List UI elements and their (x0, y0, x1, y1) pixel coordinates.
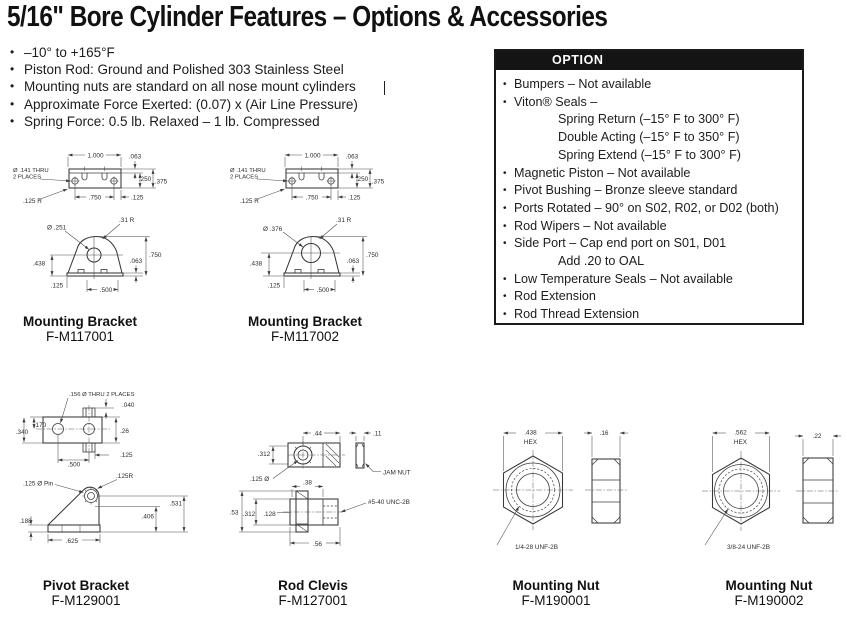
feature-item: • Approximate Force Exerted: (0.07) x (Air Line Pressure) (8, 96, 486, 113)
part-name: Mounting Bracket (22, 314, 137, 329)
dim-label: .406 (141, 513, 154, 521)
dim-label: .340 (15, 429, 29, 436)
caption-bracket-2 (225, 314, 385, 345)
option-item: • Low Temperature Seals – Not available (502, 271, 798, 289)
option-item: • Rod Extension (502, 288, 798, 306)
option-subitem: Add .20 to OAL (558, 254, 645, 269)
part-name: Mounting Bracket (247, 314, 362, 329)
dim-label: 2 PLACES (230, 174, 259, 181)
dim-label: .125 (50, 282, 64, 290)
dim-label: .250 (138, 176, 152, 183)
part-number: F-M129001 (51, 593, 121, 608)
option-item: • Side Port – Cap end port on S01, D01 (502, 235, 798, 253)
dim-label: .31 R (336, 217, 352, 224)
part-number: F-M127001 (278, 593, 348, 608)
part-name: Mounting Nut (512, 578, 600, 593)
option-item: • Viton® Seals – (502, 94, 798, 112)
dim-label: .53 (229, 509, 239, 517)
dim-label: .625 (65, 538, 79, 545)
dim-label: Ø .376 (263, 226, 283, 233)
dim-label: .170 (33, 422, 47, 429)
dim-label: .063 (345, 153, 359, 161)
dim-label: .125 Ø (250, 476, 270, 483)
part-name: Mounting Nut (725, 578, 813, 593)
dim-label: .750 (305, 194, 319, 202)
dim-label: .156 Ø THRU 2 PLACES (69, 392, 135, 398)
dim-label: 1.000 (304, 152, 321, 160)
feature-item: • Piston Rod: Ground and Polished 303 Stainless Steel (8, 61, 486, 78)
mounting-nut-2-drawing (690, 425, 845, 560)
mounting-bracket-2-drawing (227, 145, 387, 297)
dim-label: .438 (249, 260, 263, 268)
caption-bracket-1 (0, 314, 160, 345)
dim-label: .22 (812, 433, 822, 440)
dim-label: 1.000 (87, 152, 104, 160)
option-box-header: OPTION (496, 51, 802, 70)
dim-label: .125 R (240, 198, 259, 205)
dim-label: .375 (371, 178, 385, 186)
dim-label: .188 (19, 518, 32, 525)
option-subitem: Spring Extend (–15° F to 300° F) (558, 147, 741, 162)
dim-label: Ø .251 (47, 224, 67, 232)
part-name: Pivot Bracket (42, 578, 130, 593)
dim-label: .438 (524, 429, 537, 437)
dim-label: .562 (734, 429, 747, 437)
caption-mounting-nut-2 (684, 578, 847, 609)
dim-label: .438 (32, 260, 46, 268)
feature-item: • –10° to +165°F (8, 44, 486, 61)
dim-label: .312 (242, 511, 256, 518)
option-item: • Pivot Bushing – Bronze sleeve standard (502, 182, 798, 200)
dim-label: .531 (169, 500, 182, 508)
dim-label: JAM NUT (383, 469, 411, 477)
caption-rod-clevis (228, 578, 398, 609)
dim-label: .125 R (23, 198, 42, 205)
dim-label: .56 (313, 541, 322, 548)
option-item: • Magnetic Piston – Not available (502, 165, 798, 183)
page-title: 5/16" Bore Cylinder Features – Options & Accessories (7, 1, 608, 33)
dim-label: HEX (523, 439, 538, 446)
mounting-nut-1-drawing (485, 425, 660, 560)
dim-label: .312 (257, 451, 271, 458)
dim-label: .125 (267, 282, 281, 290)
part-number: F-M190002 (734, 593, 804, 608)
option-box (494, 49, 804, 325)
dim-label: .750 (366, 252, 379, 259)
feature-list (8, 44, 486, 130)
part-number: F-M190001 (521, 593, 591, 608)
dim-label: .750 (88, 194, 102, 202)
option-list (496, 76, 802, 324)
part-name: Rod Clevis (278, 578, 348, 593)
dim-label: .16 (599, 430, 609, 437)
dim-label: Ø .141 THRU (13, 168, 49, 174)
dim-label: .375 (154, 178, 168, 186)
dim-label: 1/4-28 UNF-2B (515, 544, 558, 551)
dim-label: .38 (303, 479, 312, 487)
pivot-bracket-drawing (10, 385, 205, 563)
option-item: • Ports Rotated – 90° on S02, R02, or D02 (both) (502, 200, 798, 218)
option-subitem: Spring Return (–15° F to 300° F) (558, 112, 740, 127)
dim-label: .11 (373, 430, 382, 438)
option-item: • Rod Wipers – Not available (502, 218, 798, 236)
option-item: • Rod Thread Extension (502, 306, 798, 324)
dim-label: .128 (263, 511, 276, 518)
dim-label: .125 Ø Pin (23, 480, 54, 488)
dim-label: .26 (120, 428, 129, 435)
caption-pivot-bracket (1, 578, 171, 609)
part-number: F-M117002 (270, 329, 340, 344)
caption-mounting-nut-1 (471, 578, 641, 609)
dim-label: Ø .141 THRU (230, 168, 266, 174)
dim-label: .063 (346, 258, 360, 265)
option-subitem: Double Acting (–15° F to 350° F) (558, 130, 740, 145)
dim-label: .44 (313, 430, 322, 438)
dim-label: .040 (122, 402, 135, 409)
dim-label: 2 PLACES (13, 174, 42, 181)
text-cursor-artifact (384, 81, 385, 95)
dim-label: HEX (733, 439, 748, 446)
dim-label: .750 (149, 252, 162, 259)
dim-label: .125 (348, 194, 361, 202)
dim-label: .31 R (119, 217, 135, 224)
mounting-bracket-1-drawing (10, 145, 170, 297)
dim-label: .125R (116, 473, 134, 480)
dim-label: .063 (129, 258, 143, 265)
feature-item: • Spring Force: 0.5 lb. Relaxed – 1 lb. Compressed (8, 113, 486, 130)
dim-label: .250 (355, 176, 369, 183)
dim-label: .063 (128, 153, 142, 161)
dim-label: #5-40 UNC-2B (368, 499, 410, 506)
option-item: • Bumpers – Not available (502, 76, 798, 94)
rod-clevis-drawing (225, 400, 440, 560)
part-number: F-M117001 (45, 329, 115, 344)
dim-label: .500 (316, 287, 330, 295)
dim-label: .125 (120, 452, 133, 459)
dim-label: 3/8-24 UNF-2B (727, 544, 770, 551)
dim-label: .125 (131, 194, 144, 202)
dim-label: .500 (67, 461, 81, 469)
dim-label: .500 (99, 287, 113, 295)
feature-item: • Mounting nuts are standard on all nose mount cylinders (8, 78, 486, 95)
